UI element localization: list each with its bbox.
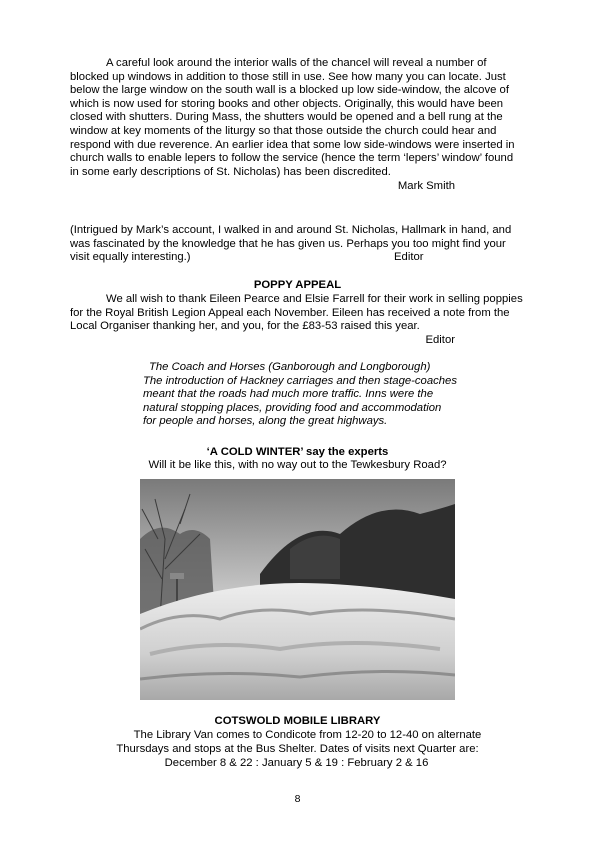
snowy-road-photo <box>140 479 455 700</box>
page-number: 8 <box>294 793 301 805</box>
poppy-appeal-signature: Editor <box>425 333 455 346</box>
article-section <box>70 57 525 194</box>
poppy-appeal-heading: POPPY APPEAL <box>253 279 342 291</box>
editor-note-text: (Intrigued by Mark’s account, I walked in and around St. Nicholas, Hallmark in hand, and was fascinated by the knowledge that he has given us. Perhaps you too might find your visit equally interesting.) <box>70 224 512 264</box>
article-author: Mark Smith <box>397 180 455 193</box>
mobile-library-heading: COTSWOLD MOBILE LIBRARY <box>214 715 381 727</box>
coach-line-2: The introduction of Hackney carriages and then stage-coaches <box>143 374 457 387</box>
cold-winter-heading: ‘A COLD WINTER’ say the experts <box>206 446 389 458</box>
mobile-library-line-3: December 8 & 22 : January 5 & 19 : February 2 & 16 <box>164 757 429 769</box>
coach-line-1: The Coach and Horses (Ganborough and Longborough) <box>149 361 431 373</box>
cold-winter-subtitle: Will it be like this, with no way out to the Tewkesbury Road? <box>148 459 447 471</box>
mobile-library-line-2: Thursdays and stops at the Bus Shelter. Dates of visits next Quarter are: <box>116 743 479 755</box>
coach-line-4: natural stopping places, providing food and accommodation <box>143 401 442 414</box>
editor-note-section <box>70 224 525 265</box>
coach-line-5: for people and horses, along the great highways. <box>143 415 388 428</box>
poppy-appeal-text: We all wish to thank Eileen Pearce and Elsie Farrell for their work in selling poppies for the Royal British Legion Appeal each November. Eileen has received a note from the Local Organiser thanking her, and you, for the £83-53 raised this year. <box>70 293 523 333</box>
coach-line-3: meant that the roads had much more traffic. Inns were the <box>143 388 434 401</box>
article-paragraph: A careful look around the interior walls of the chancel will reveal a number of blocked up windows in addition to those still in use. See how many you can locate. Just below the large window on the south wall is a blocked up low side-window, the alcove of which is now used for storing books and other objects. Originally, this would have been closed with shutters. During Mass, the shutters would be opened and a bell rung at the window at key moments of the liturgy so that those outside the church could hear and respond with due reverence. An earlier idea that some low side-windows were inserted in church walls to enable lepers to follow the service (hence the term ‘lepers’ window’ found in some early descriptions of St. Nicholas) has been discredited. <box>70 57 515 178</box>
poppy-appeal-section <box>70 293 525 347</box>
coach-and-horses-block <box>143 361 503 429</box>
editor-note-signature: Editor <box>394 251 424 263</box>
mobile-library-line-1: The Library Van comes to Condicote from 12-20 to 12-40 on alternate <box>133 729 482 741</box>
